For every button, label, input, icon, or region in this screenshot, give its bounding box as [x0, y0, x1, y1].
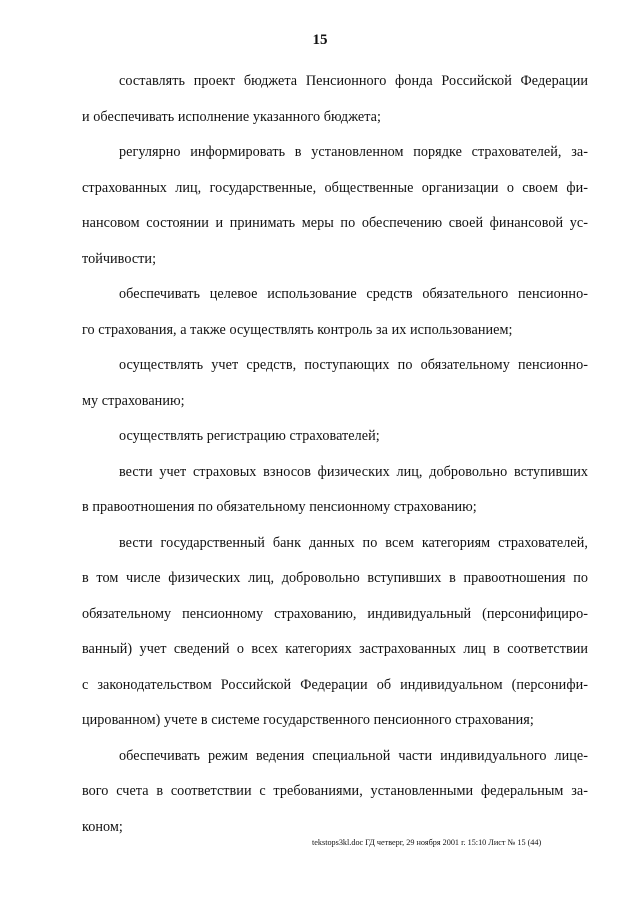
paragraph-line: коном; [82, 818, 123, 835]
paragraph-line: страхованных лиц, государственные, общественные организации о своем фи- [82, 179, 588, 196]
paragraph [82, 277, 588, 348]
paragraph-line: регулярно информировать в установленном порядке страхователей, за- [119, 144, 588, 160]
paragraph-line: и обеспечивать исполнение указанного бюджета; [82, 108, 381, 125]
paragraph-line: вести государственный банк данных по всем категориям страхователей, [119, 534, 588, 551]
paragraph-line: осуществлять учет средств, поступающих по обязательному пенсионно- [119, 357, 588, 373]
paragraph-line: осуществлять регистрацию страхователей; [119, 428, 380, 444]
paragraph [82, 348, 588, 419]
paragraph [82, 419, 588, 455]
paragraph-line: вести учет страховых взносов физических лиц, добровольно вступивших [119, 463, 588, 480]
paragraph-line: вого счета в соответствии с требованиями, установленными федеральным за- [82, 783, 588, 799]
paragraph-line: составлять проект бюджета Пенсионного фонда Российской Федерации [119, 73, 588, 89]
document-footer: tekstops3kl.doc ГД четверг, 29 ноября 2001 г. 15:10 Лист № 15 (44) [312, 838, 542, 847]
paragraph-line: в правоотношения по обязательному пенсионному страхованию; [82, 499, 477, 515]
paragraph [82, 455, 588, 526]
paragraph-line: го страхования, а также осуществлять контроль за их использованием; [82, 321, 513, 338]
paragraph-line: обеспечивать режим ведения специальной части индивидуального лице- [119, 747, 588, 764]
paragraph-line: с законодательством Российской Федерации об индивидуальном (персонифи- [82, 676, 588, 693]
paragraph-line: цированном) учете в системе государственного пенсионного страхования; [82, 712, 534, 728]
paragraph-line: му страхованию; [82, 392, 185, 409]
paragraph [82, 64, 588, 135]
paragraph-line: обеспечивать целевое использование средств обязательного пенсионно- [119, 286, 588, 302]
paragraph-line: тойчивости; [82, 250, 157, 267]
paragraph [82, 135, 588, 277]
document-body [82, 64, 588, 845]
paragraph-line: обязательному пенсионному страхованию, индивидуальный (персонифициро- [82, 605, 588, 622]
paragraph-line: нансовом состоянии и принимать меры по обеспечению своей финансовой ус- [82, 215, 588, 231]
paragraph [82, 739, 588, 846]
page-number: 15 [312, 32, 328, 48]
paragraph-line: в том числе физических лиц, добровольно вступивших в правоотношения по [82, 570, 588, 586]
paragraph [82, 526, 588, 739]
paragraph-line: ванный) учет сведений о всех категориях застрахованных лиц в соответствии [82, 641, 588, 657]
